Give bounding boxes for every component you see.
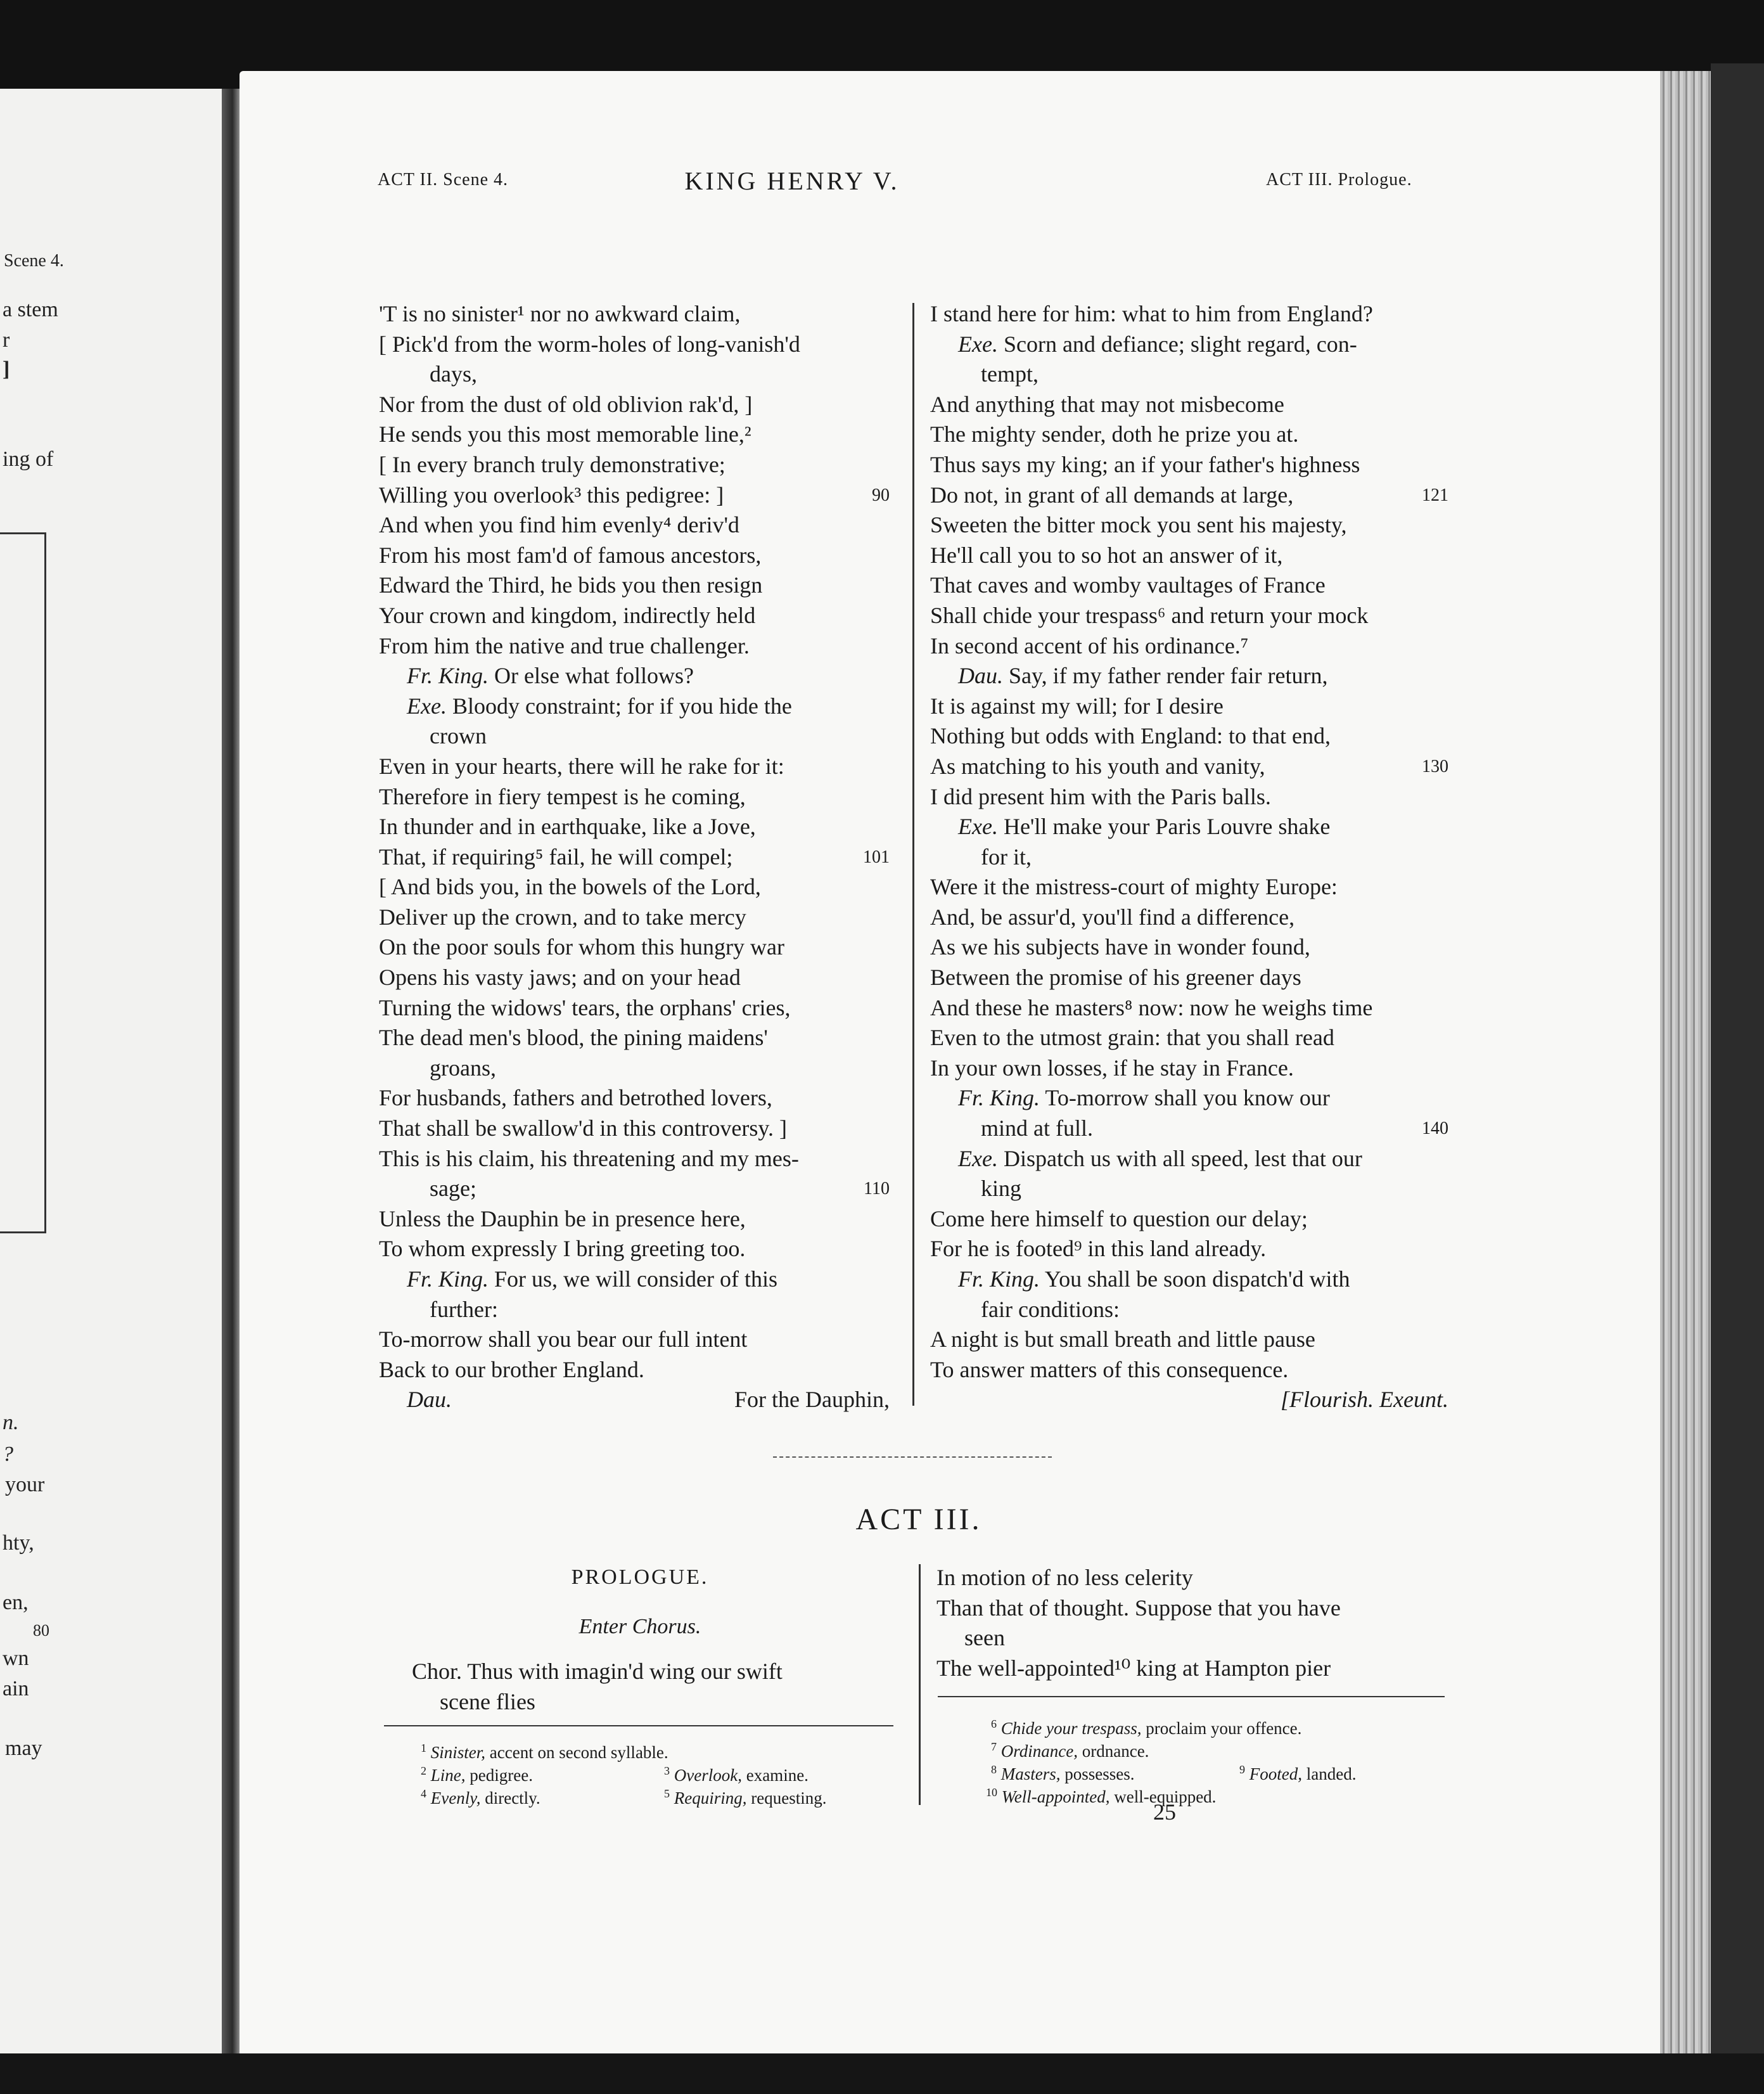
line-text: Nor from the dust of old oblivion rak'd, ] bbox=[379, 391, 753, 417]
line-text: Scorn and defiance; slight regard, con- bbox=[1003, 331, 1357, 357]
line-text: Back to our brother England. bbox=[379, 1356, 644, 1382]
line-text: For us, we will consider of this bbox=[494, 1266, 777, 1292]
footnote bbox=[986, 1781, 1216, 1808]
verse-line bbox=[379, 812, 890, 842]
line-text: It is against my will; for I desire bbox=[930, 693, 1224, 719]
verse-line bbox=[379, 993, 890, 1024]
footnote bbox=[421, 1782, 540, 1809]
line-number: 90 bbox=[872, 485, 890, 505]
footnote-term: Chide your trespass, bbox=[1000, 1719, 1142, 1738]
line-text: Even to the utmost grain: that you shall read bbox=[930, 1025, 1334, 1051]
running-head-title: KING HENRY V. bbox=[684, 167, 900, 195]
verse-line bbox=[379, 691, 890, 722]
footnote-term: Masters, bbox=[1000, 1764, 1061, 1783]
verse-line bbox=[379, 420, 890, 450]
verse-line bbox=[379, 1234, 890, 1264]
verse-line bbox=[930, 661, 1448, 691]
verse-line bbox=[930, 1144, 1448, 1174]
line-text: As we his subjects have in wonder found, bbox=[930, 934, 1310, 960]
verse-line bbox=[930, 782, 1448, 813]
footnote-gloss: proclaim your offence. bbox=[1146, 1719, 1302, 1738]
verse-line bbox=[930, 1295, 1448, 1325]
verse-line bbox=[379, 1325, 890, 1355]
line-text: Were it the mistress-court of mighty Europe: bbox=[930, 874, 1338, 900]
line-text: In second accent of his ordinance.⁷ bbox=[930, 633, 1249, 658]
line-text: He sends you this most memorable line,² bbox=[379, 421, 751, 447]
verse-line bbox=[930, 601, 1448, 631]
footnote bbox=[664, 1782, 826, 1809]
footnote-number: 1 bbox=[421, 1742, 426, 1754]
speaker-name: Fr. King. bbox=[407, 663, 489, 689]
line-text: On the poor souls for whom this hungry war bbox=[379, 934, 784, 960]
line-number: 121 bbox=[1422, 485, 1448, 505]
line-text: [ In every branch truly demonstrative; bbox=[379, 451, 725, 477]
verse-line bbox=[930, 359, 1448, 390]
verse-line bbox=[379, 541, 890, 571]
text-column-right bbox=[930, 299, 1448, 1415]
footnote-number: 6 bbox=[991, 1718, 997, 1730]
speaker-name: Chor. bbox=[412, 1659, 463, 1684]
verse-line bbox=[379, 480, 890, 511]
left-page-fragment-text: 80 bbox=[33, 1621, 49, 1640]
line-text: Thus says my king; an if your father's highness bbox=[930, 451, 1360, 477]
line-text: tempt, bbox=[981, 361, 1039, 387]
line-text: In thunder and in earthquake, like a Jove, bbox=[379, 814, 756, 840]
line-text: Deliver up the crown, and to take mercy bbox=[379, 904, 746, 930]
line-text: That, if requiring⁵ fail, he will compel; bbox=[379, 844, 733, 870]
left-page-fragment-text: ] bbox=[3, 357, 10, 381]
line-number: 101 bbox=[863, 847, 890, 867]
line-text: [ Pick'd from the worm-holes of long-vanish'd bbox=[379, 331, 800, 357]
verse-line bbox=[930, 1234, 1448, 1264]
verse-line bbox=[930, 631, 1448, 662]
prologue-column-right bbox=[936, 1563, 1450, 1683]
footnote-number: 5 bbox=[664, 1787, 670, 1800]
book-cover-edge bbox=[1711, 63, 1764, 2079]
line-text: crown bbox=[430, 723, 487, 749]
verse-line bbox=[412, 1687, 900, 1718]
line-text: From his most fam'd of famous ancestors, bbox=[379, 542, 762, 568]
left-page-header: Scene 4. bbox=[4, 251, 64, 271]
footnote bbox=[1239, 1758, 1356, 1785]
verse-line bbox=[930, 993, 1448, 1024]
footnote-number: 10 bbox=[986, 1786, 997, 1799]
speaker-name: Exe. bbox=[958, 1145, 998, 1171]
verse-line bbox=[930, 420, 1448, 450]
line-text: And when you find him evenly⁴ deriv'd bbox=[379, 512, 739, 538]
left-page-fragment-text: a stem bbox=[3, 298, 58, 321]
verse-line bbox=[379, 1023, 890, 1053]
line-trailing-text: [Flourish. Exeunt. bbox=[1281, 1387, 1448, 1413]
verse-line bbox=[930, 1355, 1448, 1385]
verse-line bbox=[930, 299, 1448, 330]
line-text: Between the promise of his greener days bbox=[930, 965, 1301, 991]
line-text: king bbox=[981, 1176, 1022, 1202]
verse-line bbox=[379, 1264, 890, 1295]
footnote-gloss: examine. bbox=[746, 1766, 808, 1785]
line-text: mind at full. bbox=[981, 1115, 1093, 1141]
line-text: You shall be soon dispatch'd with bbox=[1044, 1266, 1350, 1292]
verse-line bbox=[930, 872, 1448, 902]
line-text: The dead men's blood, the pining maidens' bbox=[379, 1025, 768, 1051]
verse-line bbox=[379, 902, 890, 933]
verse-line bbox=[379, 963, 890, 993]
footnote-gloss: directly. bbox=[485, 1789, 540, 1808]
footnote-term: Evenly, bbox=[430, 1789, 481, 1808]
line-text: Dispatch us with all speed, lest that our bbox=[1003, 1145, 1362, 1171]
line-text: Sweeten the bitter mock you sent his majesty, bbox=[930, 512, 1347, 538]
verse-line bbox=[379, 872, 890, 902]
line-text: Bloody constraint; for if you hide the bbox=[452, 693, 792, 719]
line-text: scene flies bbox=[440, 1688, 535, 1714]
text-column-left bbox=[379, 299, 890, 1415]
line-text: for it, bbox=[981, 844, 1032, 870]
line-text: Nothing but odds with England: to that end, bbox=[930, 723, 1331, 749]
line-text: Than that of thought. Suppose that you have bbox=[936, 1595, 1341, 1621]
line-text: Edward the Third, he bids you then resign bbox=[379, 572, 763, 598]
line-text: For husbands, fathers and betrothed lovers, bbox=[379, 1085, 772, 1111]
line-text: Shall chide your trespass⁶ and return your mock bbox=[930, 602, 1369, 628]
verse-line bbox=[379, 1144, 890, 1174]
verse-line bbox=[379, 510, 890, 541]
verse-line bbox=[379, 359, 890, 390]
verse-line bbox=[930, 390, 1448, 420]
verse-line bbox=[379, 570, 890, 601]
line-text: Thus with imagin'd wing our swift bbox=[467, 1659, 783, 1684]
prologue-title: PROLOGUE. bbox=[571, 1565, 709, 1589]
verse-line bbox=[930, 570, 1448, 601]
verse-line bbox=[930, 480, 1448, 511]
verse-line bbox=[930, 1083, 1448, 1114]
line-text: To answer matters of this consequence. bbox=[930, 1356, 1289, 1382]
footnote-rule-left bbox=[384, 1725, 893, 1726]
line-text: Say, if my father render fair return, bbox=[1009, 663, 1328, 689]
left-page-illustration-frame bbox=[0, 532, 46, 1233]
verse-line bbox=[930, 691, 1448, 722]
verse-line bbox=[930, 812, 1448, 842]
prologue-column-rule bbox=[919, 1564, 921, 1805]
line-text: seen bbox=[964, 1625, 1005, 1651]
left-page-fragment-text: ing of bbox=[3, 447, 54, 471]
section-separator bbox=[773, 1456, 1052, 1458]
line-text: And anything that may not misbecome bbox=[930, 391, 1284, 417]
page-number: 25 bbox=[1153, 1799, 1176, 1825]
verse-line bbox=[930, 450, 1448, 480]
footnote-term: Overlook, bbox=[674, 1766, 742, 1785]
footnote-number: 2 bbox=[421, 1764, 426, 1777]
line-text: I did present him with the Paris balls. bbox=[930, 783, 1271, 809]
verse-line bbox=[930, 330, 1448, 360]
verse-line bbox=[930, 1023, 1448, 1053]
line-text: I stand here for him: what to him from England? bbox=[930, 301, 1373, 326]
left-page-fragment bbox=[0, 89, 228, 2053]
left-page-fragment-text: r bbox=[3, 328, 10, 352]
verse-line bbox=[936, 1563, 1450, 1593]
verse-line bbox=[930, 1053, 1448, 1084]
footnote-number: 7 bbox=[991, 1740, 997, 1753]
footnote-number: 3 bbox=[664, 1764, 670, 1777]
act-heading: ACT III. bbox=[855, 1503, 982, 1536]
line-text: Do not, in grant of all demands at large, bbox=[930, 482, 1294, 508]
footnote-gloss: accent on second syllable. bbox=[489, 1743, 668, 1762]
verse-line bbox=[379, 1385, 890, 1415]
verse-line bbox=[930, 902, 1448, 933]
verse-line bbox=[379, 782, 890, 813]
speaker-name: Dau. bbox=[958, 663, 1003, 689]
footnote-gloss: possesses. bbox=[1064, 1764, 1135, 1783]
verse-line bbox=[930, 752, 1448, 782]
footnote-term: Line, bbox=[430, 1766, 466, 1785]
speaker-name: Exe. bbox=[958, 331, 998, 357]
verse-line bbox=[379, 721, 890, 752]
verse-line bbox=[930, 721, 1448, 752]
verse-line bbox=[930, 932, 1448, 963]
line-text: To-morrow shall you know our bbox=[1045, 1085, 1330, 1111]
line-text: To whom expressly I bring greeting too. bbox=[379, 1236, 746, 1262]
verse-line bbox=[930, 1385, 1448, 1415]
verse-line bbox=[379, 1355, 890, 1385]
speaker-name: Fr. King. bbox=[958, 1085, 1040, 1111]
verse-line bbox=[379, 661, 890, 691]
line-text: Turning the widows' tears, the orphans' cries, bbox=[379, 994, 791, 1020]
line-text: 'T is no sinister¹ nor no awkward claim, bbox=[379, 301, 741, 326]
left-page-fragment-text: wn bbox=[3, 1647, 29, 1670]
line-text: And, be assur'd, you'll find a difference, bbox=[930, 904, 1295, 930]
running-head-left: ACT II. Scene 4. bbox=[378, 170, 508, 189]
verse-line bbox=[936, 1654, 1450, 1684]
verse-line bbox=[412, 1657, 900, 1687]
line-text: He'll call you to so hot an answer of it, bbox=[930, 542, 1283, 568]
footnote-term: Ordinance, bbox=[1000, 1742, 1078, 1761]
line-text: Come here himself to question our delay; bbox=[930, 1205, 1308, 1231]
line-text: Or else what follows? bbox=[494, 663, 694, 689]
line-text: Even in your hearts, there will he rake for it: bbox=[379, 753, 784, 779]
verse-line bbox=[936, 1623, 1450, 1654]
verse-line bbox=[379, 1295, 890, 1325]
line-text: Willing you overlook³ this pedigree: ] bbox=[379, 482, 724, 508]
left-page-fragment-text: may bbox=[5, 1737, 42, 1760]
speaker-name: Fr. King. bbox=[407, 1266, 489, 1292]
footnote-term: Well-appointed, bbox=[1001, 1787, 1110, 1806]
line-text: In motion of no less celerity bbox=[936, 1565, 1193, 1590]
line-text: Your crown and kingdom, indirectly held bbox=[379, 602, 756, 628]
footnote-gloss: landed. bbox=[1306, 1764, 1357, 1783]
verse-line bbox=[930, 1204, 1448, 1235]
verse-line bbox=[379, 1114, 890, 1144]
footnote-rule-right bbox=[938, 1696, 1445, 1697]
verse-line bbox=[379, 1053, 890, 1084]
line-text: In your own losses, if he stay in France. bbox=[930, 1055, 1294, 1081]
footnote-gloss: requesting. bbox=[751, 1789, 827, 1808]
column-rule bbox=[912, 303, 914, 1406]
left-page-fragment-text: en, bbox=[3, 1591, 29, 1614]
line-text: That caves and womby vaultages of France bbox=[930, 572, 1326, 598]
footnote-number: 9 bbox=[1239, 1763, 1245, 1776]
verse-line bbox=[379, 330, 890, 360]
verse-line bbox=[379, 450, 890, 480]
prologue-column-left bbox=[412, 1657, 900, 1717]
verse-line bbox=[930, 1174, 1448, 1204]
verse-line bbox=[936, 1593, 1450, 1624]
line-number: 110 bbox=[864, 1179, 890, 1199]
verse-line bbox=[930, 1264, 1448, 1295]
footnote-gloss: ordnance. bbox=[1082, 1742, 1149, 1761]
footnote-gloss: pedigree. bbox=[470, 1766, 533, 1785]
verse-line bbox=[379, 752, 890, 782]
line-text: days, bbox=[430, 361, 477, 387]
verse-line bbox=[930, 1325, 1448, 1355]
stage-direction: Enter Chorus. bbox=[578, 1615, 701, 1638]
line-text: As matching to his youth and vanity, bbox=[930, 753, 1265, 779]
verse-line bbox=[379, 299, 890, 330]
left-page-fragment-text: your bbox=[5, 1473, 45, 1496]
line-text: fair conditions: bbox=[981, 1296, 1120, 1322]
footnote-number: 8 bbox=[991, 1763, 997, 1776]
line-text: Unless the Dauphin be in presence here, bbox=[379, 1205, 746, 1231]
line-text: A night is but small breath and little pause bbox=[930, 1326, 1315, 1352]
left-page-fragment-text: hty, bbox=[3, 1531, 34, 1555]
line-number: 130 bbox=[1422, 756, 1448, 776]
line-text: This is his claim, his threatening and my mes- bbox=[379, 1145, 799, 1171]
verse-line bbox=[930, 510, 1448, 541]
speaker-name: Exe. bbox=[407, 693, 447, 719]
line-text: He'll make your Paris Louvre shake bbox=[1003, 814, 1331, 840]
verse-line bbox=[379, 631, 890, 662]
line-text: Opens his vasty jaws; and on your head bbox=[379, 965, 741, 991]
speaker-name: Fr. King. bbox=[958, 1266, 1040, 1292]
verse-line bbox=[930, 842, 1448, 873]
line-text: Therefore in fiery tempest is he coming, bbox=[379, 783, 746, 809]
verse-line bbox=[379, 601, 890, 631]
verse-line bbox=[379, 932, 890, 963]
left-page-fragment-text: ain bbox=[3, 1677, 29, 1700]
line-text: The well-appointed¹⁰ king at Hampton pier bbox=[936, 1655, 1331, 1681]
verse-line bbox=[379, 1174, 890, 1204]
verse-line bbox=[930, 963, 1448, 993]
line-text: The mighty sender, doth he prize you at. bbox=[930, 421, 1299, 447]
line-trailing-text: For the Dauphin, bbox=[734, 1387, 890, 1413]
speaker-name: Dau. bbox=[407, 1387, 452, 1413]
footnote-term: Sinister, bbox=[430, 1743, 486, 1762]
verse-line bbox=[379, 1204, 890, 1235]
footnote-gloss: well-equipped. bbox=[1114, 1787, 1217, 1806]
line-text: further: bbox=[430, 1296, 498, 1322]
line-text: And these he masters⁸ now: now he weighs time bbox=[930, 994, 1373, 1020]
footnote-term: Footed, bbox=[1249, 1764, 1302, 1783]
book-gutter bbox=[222, 89, 240, 2053]
verse-line bbox=[930, 541, 1448, 571]
line-text: sage; bbox=[430, 1176, 476, 1202]
speaker-name: Exe. bbox=[958, 814, 998, 840]
line-text: To-morrow shall you bear our full intent bbox=[379, 1326, 748, 1352]
verse-line bbox=[379, 390, 890, 420]
line-text: groans, bbox=[430, 1055, 496, 1081]
scan-background-bottom bbox=[0, 2053, 1764, 2094]
running-head-right: ACT III. Prologue. bbox=[1266, 170, 1412, 189]
line-text: For he is footed⁹ in this land already. bbox=[930, 1236, 1267, 1262]
line-number: 140 bbox=[1422, 1119, 1448, 1139]
left-page-fragment-text: ? bbox=[3, 1442, 13, 1466]
left-page-fragment-text: n. bbox=[3, 1411, 19, 1434]
footnote-term: Requiring, bbox=[674, 1789, 747, 1808]
verse-line bbox=[379, 1083, 890, 1114]
footnote-number: 4 bbox=[421, 1787, 426, 1800]
verse-line bbox=[930, 1114, 1448, 1144]
line-text: That shall be swallow'd in this controversy. ] bbox=[379, 1115, 788, 1141]
verse-line bbox=[379, 842, 890, 873]
line-text: [ And bids you, in the bowels of the Lord, bbox=[379, 874, 761, 900]
line-text: From him the native and true challenger. bbox=[379, 633, 750, 658]
